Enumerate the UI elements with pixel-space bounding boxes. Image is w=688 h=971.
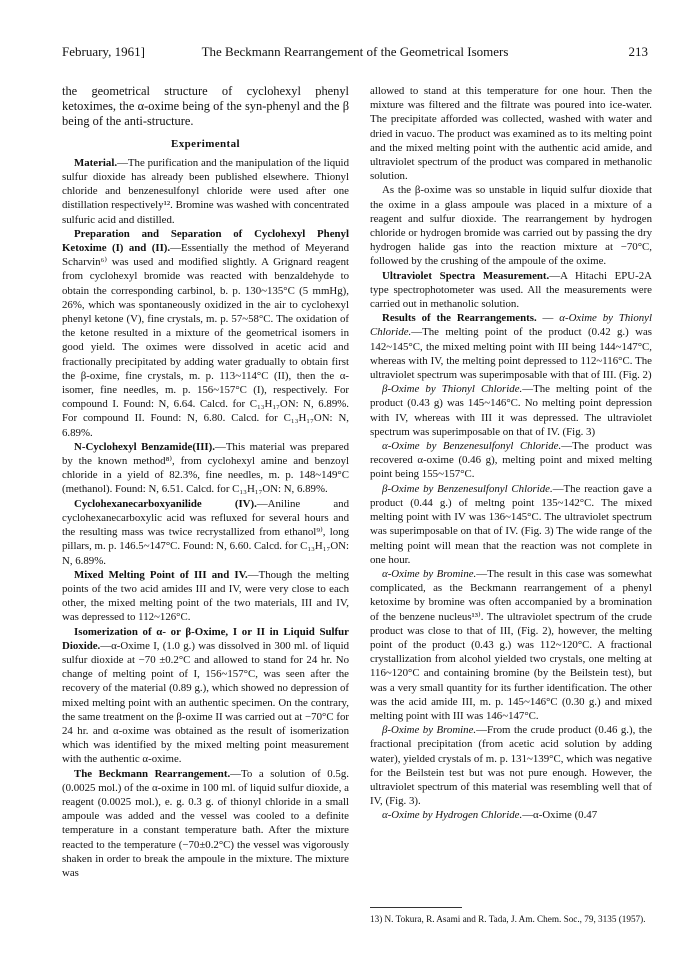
- heading-benzamide: N-Cyclohexyl Benzamide(III).: [74, 440, 215, 453]
- subheading-alpha-hcl: α-Oxime by Hydrogen Chloride.: [382, 809, 523, 822]
- paragraph-anilide: [62, 497, 349, 568]
- text-material: —The purification and the manipulation of the liquid sulfur dioxide has already been published elsewhere. Thionyl chloride and benzenesulfonyl chloride were used after one distillation respectively¹². Bromine was washed with concentrated sulfuric acid and distilled.: [62, 156, 349, 226]
- paragraph-material: [62, 156, 349, 227]
- subheading-beta-thionyl: β-Oxime by Thionyl Chloride.: [382, 383, 523, 396]
- paragraph-uv: [370, 269, 652, 312]
- heading-anilide: Cyclohexanecarboxyanilide (IV).: [74, 497, 257, 510]
- text-uv: —A Hitachi EPU-2A type spectrophotometer was used. All the measurements were carried out in methanolic solution.: [370, 269, 652, 311]
- paragraph-alpha-benzenesulfonyl: [370, 439, 652, 482]
- paragraph-beta-thionyl: [370, 382, 652, 439]
- heading-mixed-mp: Mixed Melting Point of III and IV.: [74, 568, 248, 581]
- paragraph-beta-benzenesulfonyl: [370, 482, 652, 567]
- paragraph-continued: allowed to stand at this temperature for one hour. Then the mixture was filtered and the filtrate was poured into ice-water. The precipitate afforded was collected, washed with water and dried in vacuo. The product was examined as to its melting point and the mixed melting point with the authentic acid amide, and ultraviolet spectrum of the product was compared in methanolic solution.: [370, 85, 652, 183]
- paragraph-mixed-mp: [62, 568, 349, 625]
- heading-uv: Ultraviolet Spectra Measurement.: [382, 269, 550, 282]
- section-title-experimental: Experimental: [171, 137, 240, 150]
- paragraph-beckmann: [62, 767, 349, 881]
- text-alpha-benzenesulfonyl: —The product was recovered α-oxime (0.46 g), melting point and mixed melting point being 155~157°C.: [370, 440, 652, 481]
- subheading-alpha-benzenesulfonyl: α-Oxime by Benzenesulfonyl Chloride.: [382, 440, 562, 453]
- paragraph-results: Results of the Rearrangements. — α-Oxime by Thionyl Chloride.—The melting point of the product (0.42 g.) was 142~145°C, the mixed melting point with III being 144~147°C, whereas with IV, the melting point depressed to 112~116°C. The ultraviolet spectrum was superimposable with that of III. (Fig. 2): [370, 312, 652, 382]
- subheading-beta-bromine: β-Oxime by Bromine.: [382, 724, 477, 737]
- subheading-beta-benzenesulfonyl: β-Oxime by Benzenesulfonyl Chloride.: [382, 482, 553, 495]
- subheading-alpha-bromine: α-Oxime by Bromine.: [382, 567, 477, 580]
- heading-isomerization: Isomerization of α- or β-Oxime, I or II in Liquid Sulfur Dioxide.: [62, 625, 349, 652]
- paragraph-preparation: [62, 227, 349, 440]
- text-beta-benzenesulfonyl: —The reaction gave a product (0.44 g.) of meltng point 135~142°C. The mixed melting point with IV was 136~145°C. The ultraviolet spectrum was superimposable on that of IV. (Fig. 3) The wide range of the melting point will mean that the reaction was not complete in one hour.: [370, 482, 652, 566]
- paragraph-benzamide: [62, 440, 349, 497]
- heading-preparation: Preparation and Separation of Cyclohexyl Phenyl Ketoxime (I) and (II).: [62, 227, 349, 255]
- text-mixed-mp: —Though the melting points of the two acid amides III and IV, were very close to each other, the mixed melting point of the two materials, III and IV, was depressed to 112~126°C.: [62, 568, 349, 624]
- page-number: 213: [628, 44, 648, 59]
- text-isomerization: —α-Oxime I, (1.0 g.) was dissolved in 300 ml. of liquid sulfur dioxide at −70 ±0.2°C and allowed to stand for 24 hr. No change of melting point of I, 156~157°C, was seen after the recovery of the material (0.89 g.), which showed no depression of mixed melting point with an authentic specimen. On the contrary, the same treatment on the β-oxime II was carried out at −70°C for 24 hr. and α-oxime was obtained as the result of isomerization which was identified by the mixed melting point measurement with the authentic α-oxime.: [62, 639, 349, 766]
- paragraph-beta-bromine: [370, 723, 652, 808]
- paragraph-isomerization: [62, 625, 349, 767]
- text-beta-bromine: —From the crude product (0.46 g.), the fractional precipitation (from acetic acid solution by adding water), yielded crystals of m. p. 131~139°C, which was negative for the Beilstein test but was not pure enough. However, the ultraviolet spectrum of this material was resembling well that of IV, (Fig. 3).: [370, 724, 653, 808]
- text-benzamide: —This material was prepared by the known method⁸⁾, from cyclohexyl amine and benzoyl chloride in a yield of 82.3%, fine needles, m. p. 148~149°C (methanol). Found: N, 6.51. Calcd. for C₁₃H₁₇ON: N, 6.89%.: [62, 440, 349, 496]
- header-title: The Beckmann Rearrangement of the Geometrical Isomers: [201, 44, 509, 59]
- footnote-divider: [370, 907, 462, 908]
- paragraph-alpha-bromine: [370, 567, 652, 723]
- text-alpha-hcl: —α-Oxime (0.47: [522, 809, 598, 822]
- running-header: [62, 44, 648, 62]
- intro-paragraph: the geometrical structure of cyclohexyl phenyl ketoximes, the α-oxime being of the syn-phenyl and the β being of the anti-structure.: [62, 84, 349, 129]
- right-column: [370, 84, 652, 823]
- heading-results: Results of the Rearrangements.: [382, 312, 537, 325]
- paragraph-alpha-hcl: [370, 808, 652, 822]
- heading-material: Material.: [74, 156, 118, 169]
- heading-beckmann: The Beckmann Rearrangement.: [74, 767, 231, 780]
- text-alpha-bromine: —The result in this case was somewhat complicated, as the Beckmann rearrangement of a phenyl ketoxime by bromine was often accompanied by a bromination of the benzene nucleus¹³⁾. The ultraviolet spectrum of the crude product was close to that of III, (Fig. 2), however, the melting point of the product (0.43 g.) was 112~120°C. A fractional crystallization from alcohol yielded two crystals, one melting at 116~120°C and containing bromine (by the Beilstein test), but was a very small quantity for its further identification. The other was the acid amide III, m. p. 145~146°C (0.30 g.) and mixed melting point with III was 146~147°C.: [370, 567, 652, 722]
- left-column: [62, 84, 349, 880]
- header-date: February, 1961]: [62, 44, 145, 59]
- text-anilide: —Aniline and cyclohexanecarboxylic acid was refluxed for several hours and the resulting mass was twice recrystallized from ethanol⁹⁾, long pillars, m. p. 146.5~147°C. Found: N, 6.60. Calcd. for C₁₃H₁₇ON: N, 6.89%.: [62, 497, 349, 567]
- text-beckmann: —To a solution of 0.5g. (0.0025 mol.) of the α-oxime in 100 ml. of liquid sulfur dioxide, a reagent (0.0025 mol.), e. g. 0.3 g. of thionyl chloride in a small ampoule was added and the vessel was cooled to a definite temperature in a constant temperature bath. After the mixture reacted to the temperature (−70±0.2°C) the vessel was vigorously shaken in order to break the ampoule in the mixture. The mixture was: [62, 767, 349, 879]
- text-beta-thionyl: —The melting point of the product (0.43 g) was 145~146°C. No melting point depression with IV, whereas with III it was depressed. The ultraviolet spectrum was superimposable on that of IV. (Fig. 3): [370, 383, 652, 438]
- footnote-13: 13) N. Tokura, R. Asami and R. Tada, J. Am. Chem. Soc., 79, 3135 (1957).: [370, 914, 646, 924]
- paragraph-beta-oxime: As the β-oxime was so unstable in liquid sulfur dioxide that the oxime in a glass ampoule was placed in a mixture of a reagent and sulfur dioxide. The rearrangement by hydrogen chloride or hydrogen bromide was carried out by passing the dry hydrogen halide gas into the reaction mixture at −70°C, followed by the crushing of the ampoule of the oxime.: [370, 184, 652, 268]
- text-preparation: —Essentially the method of Meyerand Scharvin⁶⁾ was used and modified slightly. A Grignard reagent from cyclohexyl bromide was reacted with benzaldehyde to obtain the corresponding carbinol, b. p. 130~135°C (5 mmHg), 26%, which was spontaneously oxidized in the air to cyclohexyl phenyl ketone (V), fine crystals, m. p. 57~58°C. The oxidation of the ketone resulted in a mixture of the geometrical isomers in good yield. The oximes were dissolved in acetic acid and fractionally precipitated by adding water gradually to obtain first the β-oxime, fine crystals, m. p. 113~114°C (II), then the α-isomer, fine needles, m. p. 156~157°C (I), respectively. For compound I. Found: N, 6.64. Calcd. for C₁₃H₁₇ON: N, 6.89%. For compound II. Found: N, 6.80. Calcd. for C₁₃H₁₇ON: N, 6.89%.: [62, 242, 349, 439]
- subheading-alpha-thionyl: α-Oxime by Thionyl Chloride.: [370, 312, 652, 339]
- text-alpha-thionyl: —The melting point of the product (0.42 g.) was 142~145°C, the mixed melting point with III being 144~147°C, whereas with IV, the melting point depressed to 112~116°C. The ultraviolet spectrum was superimposable with that of III. (Fig. 2): [370, 326, 652, 382]
